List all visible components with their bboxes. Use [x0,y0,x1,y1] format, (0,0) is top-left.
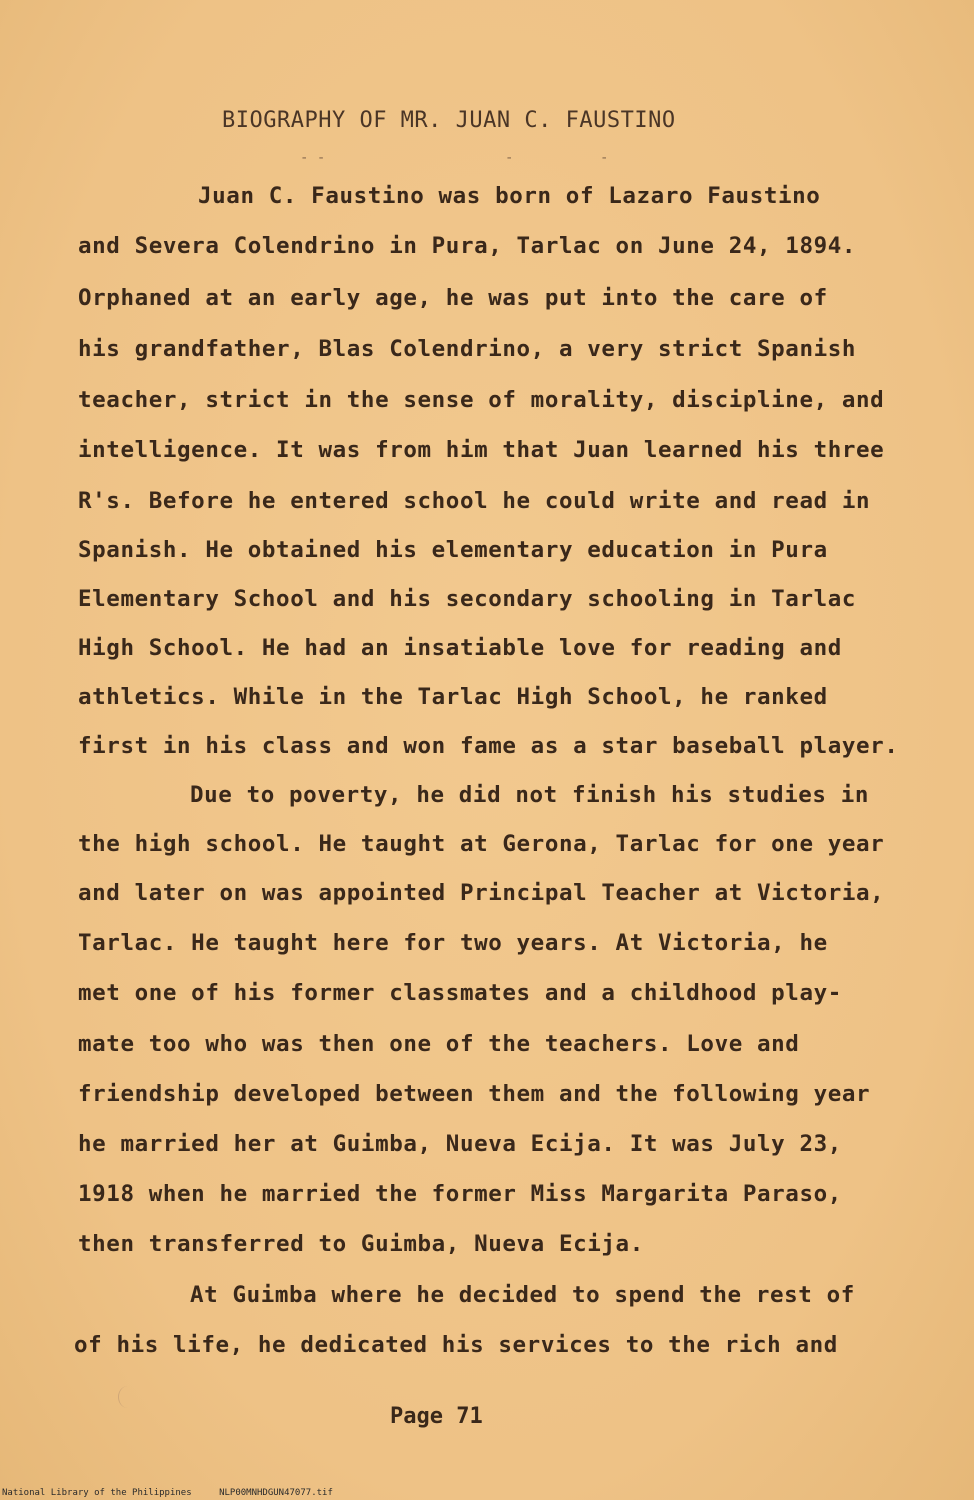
text-line: the high school. He taught at Gerona, Tarlac for one year [78,831,885,857]
text-line: mate too who was then one of the teachers. Love and [78,1031,800,1057]
text-line: first in his class and won fame as a star baseball player. [78,733,899,759]
text-line: his grandfather, Blas Colendrino, a very strict Spanish [78,336,857,362]
text-line: R's. Before he entered school he could write and read in [78,488,871,514]
archive-stamp [2,1488,355,1498]
text-line: met one of his former classmates and a childhood play- [78,980,842,1006]
underline-mark: - [505,150,514,166]
text-line: of his life, he dedicated his services to the rich and [74,1332,838,1358]
text-line: he married her at Guimba, Nueva Ecija. It was July 23, [78,1131,842,1157]
text-line: Juan C. Faustino was born of Lazaro Faustino [198,183,821,209]
text-line: friendship developed between them and the following year [78,1081,871,1107]
text-line: teacher, strict in the sense of morality, discipline, and [78,387,885,413]
text-line: and Severa Colendrino in Pura, Tarlac on June 24, 1894. [78,233,857,259]
text-line: athletics. While in the Tarlac High School, he ranked [78,684,828,710]
text-line: then transferred to Guimba, Nueva Ecija. [78,1231,644,1257]
archive-label: National Library of the Philippines [2,1488,192,1498]
text-line: 1918 when he married the former Miss Margarita Paraso, [78,1181,842,1207]
text-line: Elementary School and his secondary schooling in Tarlac [78,586,857,612]
page-number: Page 71 [390,1404,483,1429]
text-line: and later on was appointed Principal Teacher at Victoria, [78,880,885,906]
text-line: intelligence. It was from him that Juan learned his three [78,437,885,463]
file-label: NLP00MNHDGUN47077.tif [219,1488,333,1498]
underline-mark: - - [300,150,326,166]
text-line: Spanish. He obtained his elementary education in Pura [78,537,828,563]
text-line: Tarlac. He taught here for two years. At Victoria, he [78,930,828,956]
text-line: Due to poverty, he did not finish his studies in [190,782,870,808]
text-line: Orphaned at an early age, he was put into the care of [78,285,828,311]
text-line: At Guimba where he decided to spend the rest of [190,1282,855,1308]
document-title: BIOGRAPHY OF MR. JUAN C. FAUSTINO [222,108,676,133]
paper-smudge [118,1386,137,1408]
text-line: High School. He had an insatiable love for reading and [78,635,842,661]
underline-mark: - [600,150,609,166]
